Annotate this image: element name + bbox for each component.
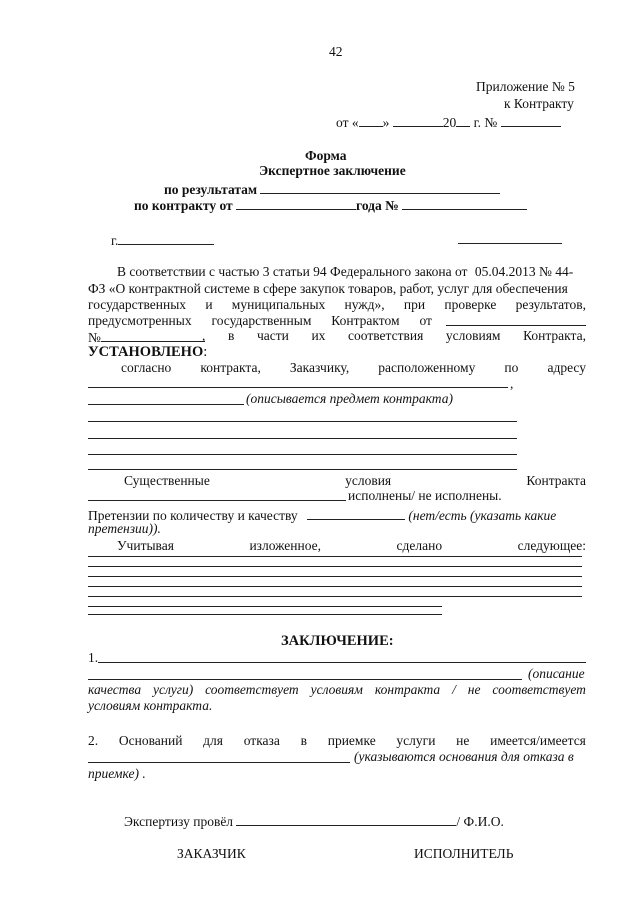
word: при bbox=[403, 297, 426, 312]
contract-number-field bbox=[402, 196, 527, 210]
blank-line bbox=[88, 469, 517, 470]
claims-field bbox=[307, 506, 405, 520]
p3-line2: исполнены/ не исполнены. bbox=[348, 488, 502, 503]
date-number-label: г. № bbox=[473, 115, 498, 130]
word: государственным bbox=[211, 313, 312, 328]
blank-line bbox=[88, 556, 582, 557]
word: государственных bbox=[88, 297, 187, 312]
fio-label: / Ф.И.О. bbox=[456, 814, 504, 829]
word: не bbox=[467, 682, 481, 697]
page-number: 42 bbox=[329, 44, 343, 59]
claims-note: (нет/есть (указать какие bbox=[408, 508, 557, 523]
expert-label: Экспертизу провёл bbox=[124, 814, 234, 829]
contractor-label: ИСПОЛНИТЕЛЬ bbox=[414, 846, 514, 861]
appendix-line1: Приложение № 5 bbox=[476, 79, 575, 94]
date-field bbox=[458, 243, 562, 244]
blank-line bbox=[88, 606, 442, 607]
item2-blank bbox=[88, 762, 350, 763]
word: / bbox=[452, 682, 456, 697]
date-mid-label: » bbox=[382, 115, 390, 130]
word: для bbox=[203, 733, 223, 748]
p2-line1 bbox=[121, 360, 586, 376]
established-heading: УСТАНОВЛЕНО bbox=[88, 344, 204, 360]
number-sign: № bbox=[88, 330, 101, 345]
word: имеется/имеется bbox=[490, 733, 586, 748]
conclusion-heading: ЗАКЛЮЧЕНИЕ: bbox=[281, 633, 394, 649]
word: Контракта, bbox=[523, 328, 586, 343]
word: муниципальных bbox=[231, 297, 326, 312]
word: отказа bbox=[243, 733, 280, 748]
subject-note: (описывается предмет контракта) bbox=[246, 391, 453, 406]
word: в bbox=[300, 733, 307, 748]
word: их bbox=[311, 328, 326, 343]
by-contract-label: по контракту от bbox=[134, 198, 233, 213]
word: изложенное, bbox=[249, 538, 322, 553]
word: проверке bbox=[444, 297, 497, 312]
conditions-blank bbox=[88, 500, 346, 501]
claims-note-cont: претензии)). bbox=[88, 521, 161, 536]
p1-line4 bbox=[88, 313, 432, 329]
expert-signature-field bbox=[236, 812, 456, 826]
date-year-label: 20 bbox=[442, 115, 457, 130]
word: услуги bbox=[396, 733, 436, 748]
blank-line bbox=[88, 438, 517, 439]
word: условиям bbox=[310, 682, 363, 697]
word: условия bbox=[345, 473, 392, 488]
blank-line bbox=[88, 454, 517, 455]
word: в bbox=[227, 328, 235, 343]
date-from-label: от « bbox=[336, 115, 359, 130]
contract-date-field bbox=[236, 196, 356, 210]
p1-line1 bbox=[117, 264, 573, 280]
word: адресу bbox=[547, 360, 586, 375]
date-day-field bbox=[359, 113, 383, 127]
word: согласно bbox=[121, 360, 172, 375]
by-contract-line bbox=[134, 196, 527, 214]
year-no-label: года № bbox=[356, 198, 399, 213]
word: условиям bbox=[445, 328, 501, 343]
blank-line bbox=[88, 576, 582, 577]
blank-line bbox=[88, 566, 582, 567]
item2-line bbox=[88, 733, 586, 749]
word: Существенные bbox=[124, 473, 210, 488]
blank-line bbox=[88, 614, 442, 615]
word: и bbox=[205, 297, 213, 312]
word: приемке bbox=[327, 733, 376, 748]
claims-label: Претензии по количеству и качеству bbox=[88, 508, 298, 523]
p1-line2: ФЗ «О контрактной системе в сфере закупок товаров, работ, услуг для обеспечения bbox=[88, 281, 568, 296]
item2-note-b: приемке) . bbox=[88, 766, 146, 781]
word: качества bbox=[88, 682, 142, 697]
item1-note-a: (описание bbox=[528, 666, 585, 681]
results-field bbox=[260, 180, 500, 194]
customer-label: ЗАКАЗЧИК bbox=[177, 846, 246, 861]
date-month-field bbox=[393, 113, 443, 127]
word: соответствует bbox=[205, 682, 299, 697]
word: Контрактом bbox=[331, 313, 400, 328]
item2-note-a: (указываются основания для отказа в bbox=[354, 749, 574, 764]
word: 2. bbox=[88, 733, 99, 748]
word: не bbox=[456, 733, 470, 748]
date-year-field bbox=[456, 113, 470, 127]
word: соответствует bbox=[492, 682, 586, 697]
p1-line5 bbox=[202, 328, 586, 344]
word: контракта bbox=[374, 682, 441, 697]
appendix-line2: к Контракту bbox=[504, 96, 574, 111]
word: следующее: bbox=[517, 538, 586, 553]
contract-date-blank bbox=[446, 325, 586, 326]
blank-line bbox=[88, 586, 582, 587]
word: расположенному bbox=[378, 360, 476, 375]
p1-line3 bbox=[88, 297, 586, 313]
word: части bbox=[256, 328, 289, 343]
blank-line bbox=[88, 421, 517, 422]
city-field bbox=[118, 231, 214, 245]
word: нужд», bbox=[344, 297, 385, 312]
subject-blank bbox=[88, 404, 244, 405]
item1-number: 1. bbox=[88, 650, 99, 665]
by-results-label: по результатам bbox=[164, 182, 258, 197]
word: услуги) bbox=[153, 682, 194, 697]
word: Заказчику, bbox=[289, 360, 350, 375]
blank-line bbox=[88, 596, 582, 597]
appendix-date-line bbox=[336, 113, 561, 131]
word: предусмотренных bbox=[88, 313, 192, 328]
word: сделано bbox=[396, 538, 443, 553]
item1-note-c: условиям контракта. bbox=[88, 698, 213, 713]
word: от bbox=[419, 313, 432, 328]
address-blank bbox=[88, 387, 508, 388]
p1-line1-law-date: 05.04.2013 № 44- bbox=[474, 264, 574, 279]
word: результатов, bbox=[515, 297, 586, 312]
established-colon: : bbox=[203, 344, 208, 360]
p3-line1 bbox=[124, 473, 586, 489]
word: Учитывая bbox=[117, 538, 174, 553]
word: , bbox=[202, 328, 206, 343]
word: контракта, bbox=[200, 360, 261, 375]
word: соответствия bbox=[348, 328, 424, 343]
contract-no-blank bbox=[101, 328, 205, 342]
date-number-field bbox=[501, 113, 561, 127]
form-label: Форма bbox=[305, 148, 347, 163]
word: по bbox=[504, 360, 519, 375]
established-line bbox=[88, 344, 207, 360]
consider-line bbox=[117, 538, 586, 554]
expert-line bbox=[124, 812, 504, 830]
item1-blank bbox=[98, 662, 586, 663]
word: Контракта bbox=[526, 473, 586, 488]
city-line bbox=[111, 231, 214, 249]
item1-blank2 bbox=[88, 679, 522, 680]
item1-note-b bbox=[88, 682, 586, 698]
document-title: Экспертное заключение bbox=[259, 163, 406, 178]
city-label: г. bbox=[111, 233, 119, 248]
p1-line1-text: В соответствии с частью 3 статьи 94 Федерального закона от bbox=[117, 264, 468, 279]
word: Оснований bbox=[118, 733, 183, 748]
address-comma: , bbox=[510, 376, 514, 391]
